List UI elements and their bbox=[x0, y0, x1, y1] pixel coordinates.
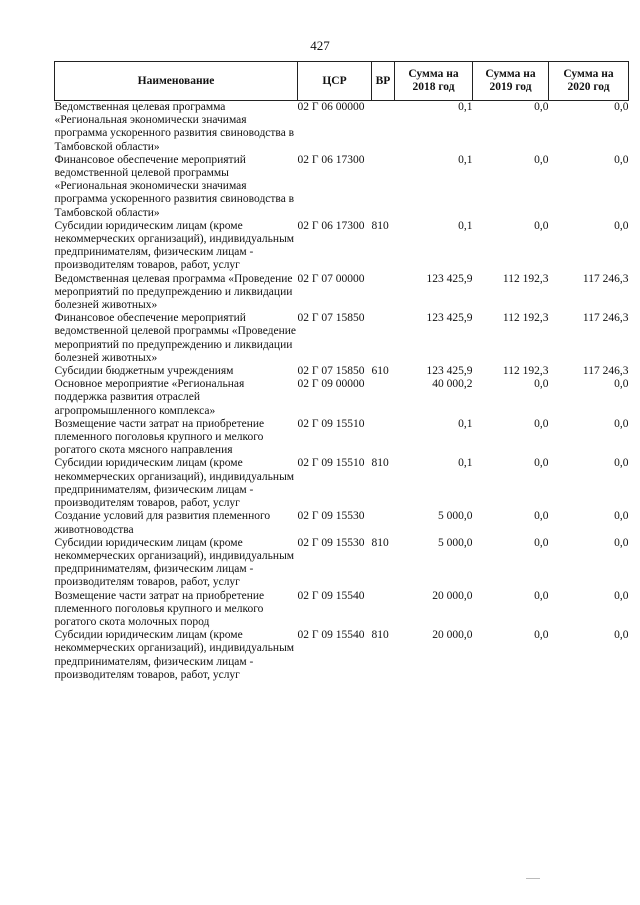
row-sum-2019: 0,0 bbox=[534, 378, 549, 391]
row-csr: 02 Г 09 00000 bbox=[297, 378, 365, 391]
row-sum-2019: 0,0 bbox=[534, 629, 549, 642]
row-sum-2020: 117 246,3 bbox=[582, 312, 629, 325]
row-sum-2018: 0,1 bbox=[458, 219, 473, 232]
header-csr: ЦСР bbox=[298, 62, 372, 101]
row-csr: 02 Г 09 15510 bbox=[297, 417, 365, 430]
page-number: 427 bbox=[310, 38, 330, 53]
table-row bbox=[55, 365, 629, 378]
row-sum-2019: 0,0 bbox=[534, 589, 549, 602]
scan-mark bbox=[526, 878, 540, 879]
row-sum-2018: 0,1 bbox=[458, 101, 473, 113]
row-sum-2020: 117 246,3 bbox=[582, 365, 629, 378]
row-vr bbox=[372, 590, 395, 630]
row-sum-2020: 0,0 bbox=[614, 510, 629, 523]
row-sum-2020: 117 246,3 bbox=[582, 272, 629, 285]
row-sum-2020: 0,0 bbox=[614, 629, 629, 642]
row-sum-2020: 0,0 bbox=[614, 457, 629, 470]
row-csr: 02 Г 06 00000 bbox=[297, 101, 365, 113]
table-row bbox=[55, 629, 629, 682]
row-sum-2018: 0,1 bbox=[458, 153, 473, 166]
row-vr bbox=[372, 101, 395, 154]
row-vr: 810 bbox=[371, 536, 389, 549]
row-sum-2019: 112 192,3 bbox=[502, 312, 549, 325]
row-sum-2018: 40 000,2 bbox=[432, 378, 473, 391]
table-row bbox=[55, 154, 629, 220]
row-sum-2018: 123 425,9 bbox=[426, 365, 473, 378]
table-row bbox=[55, 101, 629, 154]
row-name: Основное мероприятие «Региональная поддержка развития отраслей агропромышленного комплекса» bbox=[54, 378, 245, 417]
row-sum-2018: 20 000,0 bbox=[432, 629, 473, 642]
row-vr bbox=[372, 418, 395, 458]
header-sum-2019: Сумма на 2019 год bbox=[473, 62, 549, 101]
row-sum-2019: 0,0 bbox=[534, 510, 549, 523]
table-body bbox=[55, 101, 629, 682]
row-csr: 02 Г 06 17300 bbox=[297, 153, 365, 166]
row-sum-2018: 20 000,0 bbox=[432, 589, 473, 602]
row-vr: 810 bbox=[371, 457, 389, 470]
row-sum-2019: 0,0 bbox=[534, 457, 549, 470]
row-csr: 02 Г 07 00000 bbox=[297, 272, 365, 285]
row-name: Финансовое обеспечение мероприятий ведомственной целевой программы «Проведение мероприятий по предупреждению и ликвидации болезней животных» bbox=[54, 312, 297, 364]
row-vr bbox=[372, 510, 395, 536]
row-sum-2019: 112 192,3 bbox=[502, 272, 549, 285]
table-row bbox=[55, 312, 629, 365]
table-row bbox=[55, 273, 629, 313]
row-sum-2020: 0,0 bbox=[614, 378, 629, 391]
row-sum-2020: 0,0 bbox=[614, 101, 629, 113]
row-name: Создание условий для развития племенного животноводства bbox=[54, 510, 271, 536]
header-sum-2020: Сумма на 2020 год bbox=[549, 62, 629, 101]
row-vr: 810 bbox=[371, 219, 389, 232]
row-sum-2018: 5 000,0 bbox=[438, 510, 473, 523]
row-csr: 02 Г 09 15540 bbox=[297, 629, 365, 642]
table-row bbox=[55, 378, 629, 418]
row-csr: 02 Г 07 15850 bbox=[297, 312, 365, 325]
row-sum-2019: 0,0 bbox=[534, 101, 549, 113]
row-name: Ведомственная целевая программа «Региональная экономически значимая программа ускоренного развития свиноводства в Тамбовской области» bbox=[54, 101, 295, 153]
row-csr: 02 Г 07 15850 bbox=[297, 365, 365, 378]
row-sum-2019: 0,0 bbox=[534, 536, 549, 549]
row-vr bbox=[372, 312, 395, 365]
row-sum-2018: 5 000,0 bbox=[438, 536, 473, 549]
row-sum-2020: 0,0 bbox=[614, 219, 629, 232]
row-csr: 02 Г 09 15540 bbox=[297, 589, 365, 602]
row-sum-2018: 123 425,9 bbox=[426, 272, 473, 285]
row-vr: 810 bbox=[371, 629, 389, 642]
budget-table bbox=[54, 61, 629, 682]
row-sum-2020: 0,0 bbox=[614, 589, 629, 602]
row-vr bbox=[372, 273, 395, 313]
row-vr bbox=[372, 154, 395, 220]
row-name: Субсидии юридическим лицам (кроме некоммерческих организаций), индивидуальным предпринимателям, физическим лицам - производителям товаров, работ, услуг bbox=[54, 457, 295, 510]
row-sum-2019: 0,0 bbox=[534, 153, 549, 166]
row-name: Субсидии бюджетным учреждениям bbox=[54, 365, 234, 378]
row-vr: 610 bbox=[371, 365, 389, 378]
table-row bbox=[55, 510, 629, 536]
header-vr: ВР bbox=[372, 62, 395, 101]
row-name: Субсидии юридическим лицам (кроме некоммерческих организаций), индивидуальным предпринимателям, физическим лицам - производителям товаров, работ, услуг bbox=[54, 219, 295, 272]
table-row bbox=[55, 457, 629, 510]
row-name: Ведомственная целевая программа «Проведение мероприятий по предупреждению и ликвидации болезней животных» bbox=[54, 272, 293, 312]
row-name: Возмещение части затрат на приобретение племенного поголовья крупного и мелкого рогатого скота мясного направления bbox=[54, 417, 265, 457]
row-sum-2020: 0,0 bbox=[614, 153, 629, 166]
row-name: Субсидии юридическим лицам (кроме некоммерческих организаций), индивидуальным предпринимателям, физическим лицам - производителям товаров, работ, услуг bbox=[54, 629, 295, 681]
row-name: Субсидии юридическим лицам (кроме некоммерческих организаций), индивидуальным предпринимателям, физическим лицам - производителям товаров, работ, услуг bbox=[54, 536, 295, 589]
row-sum-2020: 0,0 bbox=[614, 536, 629, 549]
row-sum-2018: 0,1 bbox=[458, 457, 473, 470]
row-sum-2020: 0,0 bbox=[614, 417, 629, 430]
table-row bbox=[55, 590, 629, 630]
header-sum-2018: Сумма на 2018 год bbox=[395, 62, 473, 101]
table-row bbox=[55, 418, 629, 458]
row-sum-2018: 0,1 bbox=[458, 417, 473, 430]
row-name: Возмещение части затрат на приобретение племенного поголовья крупного и мелкого рогатого скота молочных пород bbox=[54, 589, 265, 628]
row-csr: 02 Г 09 15530 bbox=[297, 510, 365, 523]
row-csr: 02 Г 09 15510 bbox=[297, 457, 365, 470]
table-header-row bbox=[55, 62, 629, 101]
table-row bbox=[55, 220, 629, 273]
row-sum-2018: 123 425,9 bbox=[426, 312, 473, 325]
row-sum-2019: 0,0 bbox=[534, 219, 549, 232]
row-vr bbox=[372, 378, 395, 418]
table-row bbox=[55, 537, 629, 590]
row-sum-2019: 112 192,3 bbox=[502, 365, 549, 378]
header-name: Наименование bbox=[55, 62, 298, 101]
row-sum-2019: 0,0 bbox=[534, 417, 549, 430]
row-csr: 02 Г 06 17300 bbox=[297, 219, 365, 232]
row-name: Финансовое обеспечение мероприятий ведомственной целевой программы «Региональная экономически значимая программа ускоренного развития свиноводства в Тамбовской области» bbox=[54, 153, 295, 219]
row-csr: 02 Г 09 15530 bbox=[297, 536, 365, 549]
